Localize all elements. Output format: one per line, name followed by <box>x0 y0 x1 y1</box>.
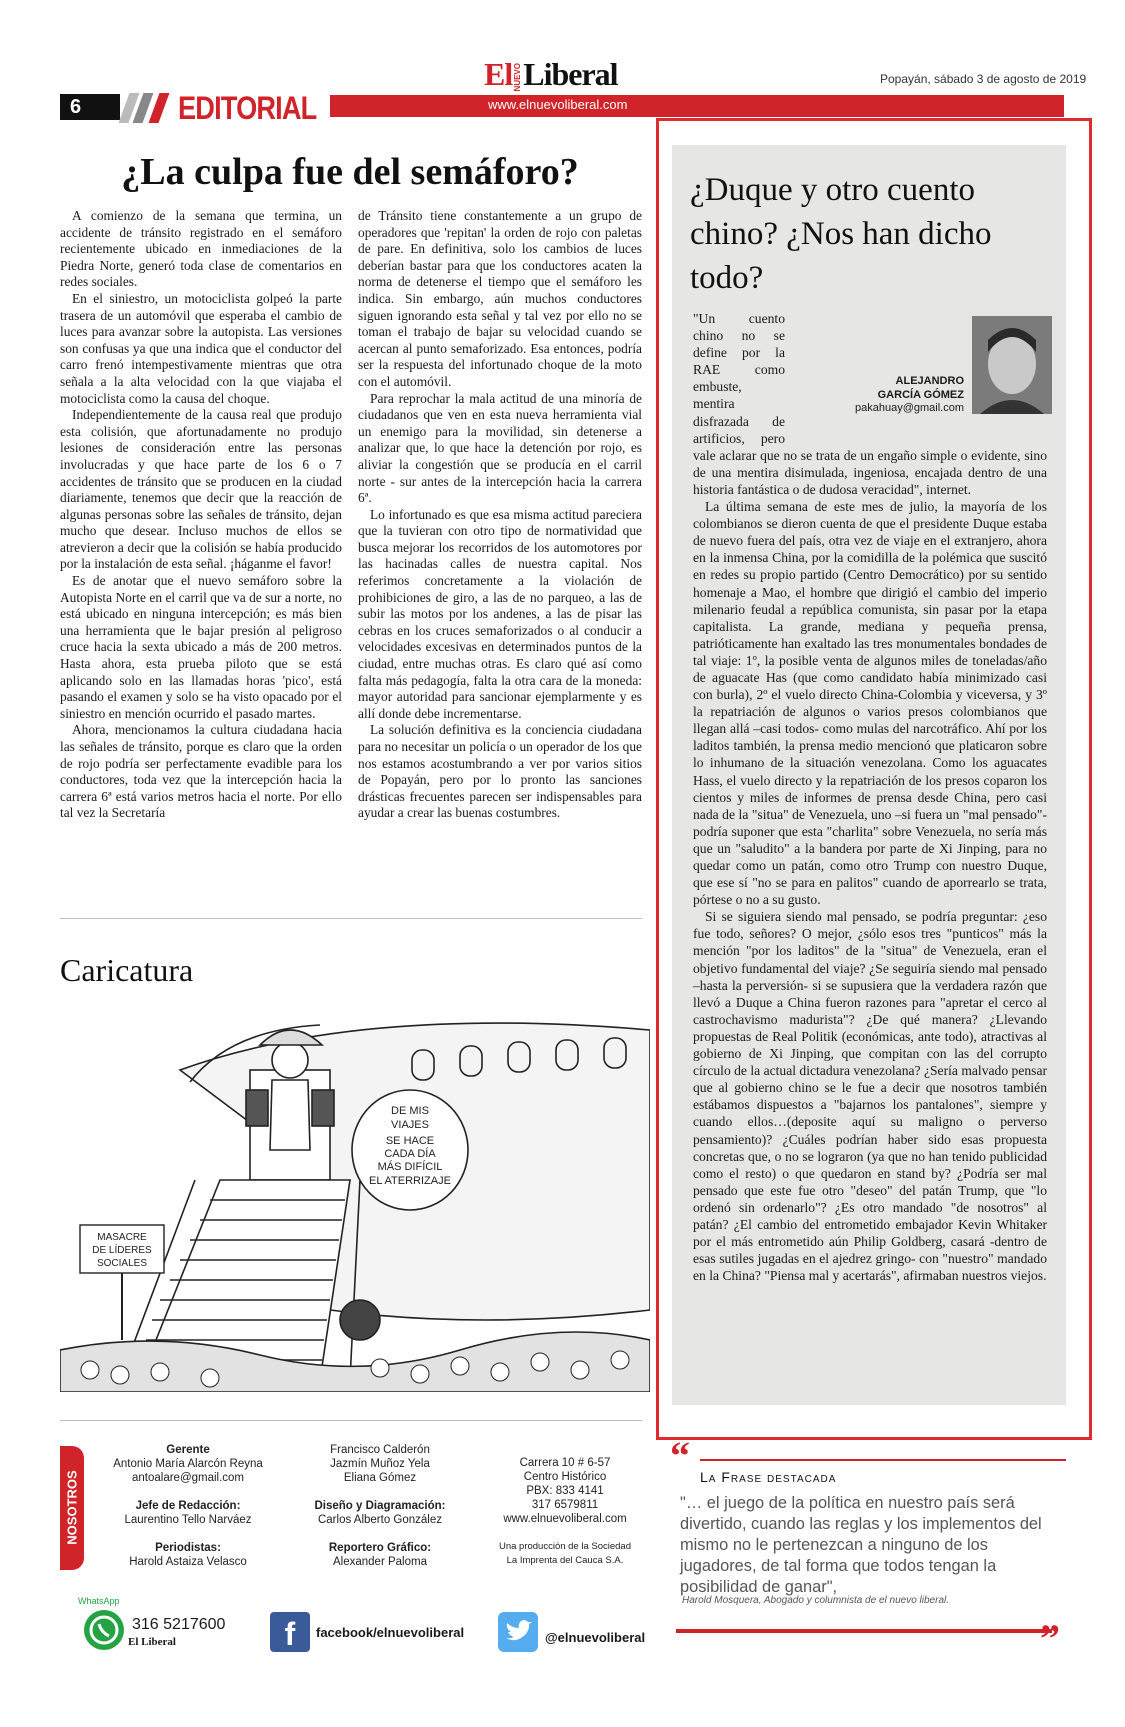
caricature-title: Caricatura <box>60 952 194 988</box>
divider <box>60 918 642 919</box>
district: Centro Histórico <box>523 1471 607 1483</box>
logo-el: El <box>484 56 513 92</box>
sign-line: MASACRE <box>97 1232 147 1243</box>
paragraph: La solución definitiva es la conciencia ciudadana para no necesitar un policía o un operador de los que nos estamos acostumbrando a ver por varios sitios de Popayán, pero por lo pronto las sanciones drásticas frecuentes parecen ser indispensables para ayudar a crear las buenas costumbres. <box>358 722 642 821</box>
sign-line: SOCIALES <box>96 1258 148 1269</box>
bubble-line: EL ATERRIZAJE <box>369 1175 451 1187</box>
address: Carrera 10 # 6-57 <box>519 1457 611 1469</box>
paragraph: Ahora, mencionamos la cultura ciudadana hacia las señales de tránsito, porque es claro que la orden de rojo podría ser perfectamente evadible para los conductores, toda vez que la intercepción hacia la carrera 6ª está varios metros hacia el norte. Por ello tal vez la Secretaría <box>60 722 342 821</box>
editorial-column-1 <box>60 208 342 822</box>
author-first-name: ALEJANDRO <box>895 375 964 387</box>
staff-name: Eliana Gómez <box>343 1472 417 1484</box>
quote-open-mark: “ <box>670 1433 690 1478</box>
staff-role: Diseño y Diagramación: <box>314 1500 446 1512</box>
whatsapp-label: WhatsApp <box>78 1596 120 1606</box>
whatsapp-icon[interactable] <box>84 1610 124 1650</box>
nosotros-label: NOSOTROS <box>64 1470 80 1545</box>
quote-author: Harold Mosquera, Abogado y columnista de el nuevo liberal. <box>682 1595 950 1606</box>
bubble-line: SE HACE <box>385 1135 435 1147</box>
author-last-name: GARCÍA GÓMEZ <box>877 389 964 401</box>
staff-column-1 <box>98 1443 278 1569</box>
caricature-illustration <box>60 1010 650 1392</box>
paragraph: de Tránsito tiene constantemente a un grupo de operadores que 'repitan' la orden de rojo con paletas de pare. En definitiva, solo los cambios de luces deberían bastar para que los conductores acaten la norma de detenerse el tiempo que el semáforo les indica. Sin embargo, aún muchos conductores siguen ignorando esta señal y tal vez por ello no se toman el trabajo de bajar su velocidad cuando se acercan al punto semaforizado. Esa entonces, podría ser la respuesta del infortunado choque de la moto con el automóvil. <box>358 208 642 389</box>
facebook-link[interactable]: facebook/elnuevoliberal <box>316 1625 465 1640</box>
staff-name: Harold Astaiza Velasco <box>129 1556 247 1568</box>
page-number: 6 <box>60 94 120 120</box>
staff-column-2 <box>300 1443 460 1569</box>
staff-role: Reportero Gráfico: <box>328 1542 432 1554</box>
staff-role: Jefe de Redacción: <box>135 1500 241 1512</box>
whatsapp-number[interactable]: 316 5217600 <box>132 1616 226 1633</box>
paragraph: Para reprochar la mala actitud de una minoría de ciudadanos que ven en esta nueva herramienta vial un enemigo para la movilidad, sin detenerse a analizar que, lo que hace la detención por rojo, es aliviar la congestión que se producía en el carril norte - sur antes de la intercepción hacia la carrera 6ª. <box>358 390 642 506</box>
bubble-line: MÁS DIFÍCIL <box>377 1161 443 1173</box>
sign-line: DE LÍDERES <box>92 1245 152 1256</box>
logo-liberal: Liberal <box>523 56 618 92</box>
paragraph: Si se siguiera siendo mal pensado, se podría preguntar: ¿eso fue todo, señores? O mejor, ¿sólo esos tres "punticos" más la mención "por los laditos" de la "situa" de Venezuela, eran el objetivo fundamental del viaje? ¿Se seguiría siendo mal pensado –hasta la perversión- si se supusiera que la verdadera razón que llevó a Duque a China fueron razones para "apretar el cerco al castrochavismo madurista"? ¿De qué manera? ¿Llevando propuestas de Real Politik (económicas, ante todo), atractivas al gobierno de Xi Jinping, que compitan con las del corrupto círculo de la actual dictadura venezolana? ¿Sería malvado pensar que al gobierno chino se le fue a decir que nosotros también estábamos dispuestos a "bajarnos los pantalones", siempre y cuando ellos…(deposite aquí su maligno o perverso pensamiento)? ¿Cuáles podrían haber sido esas propuesta concretas que, o no se lograron (ya que no han tenido publicidad como el resto) o que quedaron en stand by? ¿Podría ser mal pensado que este fue otro "deseo" del patán Trump, que "lo ordenó sin ordenarlo"? ¿Es otro mandado "de nosotros" al patán? ¿El cambio del entrometido embajador Kevin Whitaker por el más entrometido aún Philip Goldberg, casará -dentro de esas sutiles jugadas en el ajedrez gringo- con "nuestro" mandado en la China? "Piensa mal y acertarás", afirmaban nuestros viejos. <box>693 909 1048 1284</box>
opinion-body <box>693 310 1047 1284</box>
pbx: PBX: 833 4141 <box>526 1485 604 1497</box>
paragraph: A comienzo de la semana que termina, un accidente de tránsito registrado en el semáforo recientemente ubicado en inmediaciones de la Piedra Norte, generó toda clase de comentarios en redes sociales. <box>60 208 342 290</box>
paragraph: En el siniestro, un motociclista golpeó la parte trasera de un automóvil que esperaba el cambio de luces para avanzar sobre la autopista. Las versiones son confusas ya que una indica que el conductor del carro frenó intempestivamente mientras que otra señala a la alta velocidad con la que viajaba el motociclista como la causa del choque. <box>60 290 342 406</box>
paragraph: La última semana de este mes de julio, la mayoría de los colombianos se dieron cuenta de que el presidente Duque estaba de nuevo fuera del país, otra vez de viaje en el extranjero, ahora en la inmensa China, por la comidilla de la polémica que suscitó en redes su propio partido (Centro Democrático) por su sentido homenaje a Mao, el hombre que dirigió el cambio del imperio milenario feudal a república comunista, sin pasar por la etapa capitalista. La grande, mediana y pequeña prensa, patrióticamente han exaltado las tres monumentales bondades de tal viaje: 1º, la posible venta de algunos miles de toneladas/año de aguacate Has (que como candidato había minimizado casi con burla), 2º el vuelo directo China-Colombia y viceversa, y 3º la repatriación de algunos o varios presos colombianos que llegan allá –casi todos- como mulas del narcotráfico. Ahí por los laditos también, la prensa medio mencionó que platicaron sobre lo inhumano de la situación venezolana. Como los aguacates Hass, el vuelo directo y la repatriación de los presos coparon los cientos y miles de informes de prensa desde China, pero casi nada de la "situa" de Venezuela, uno –si fuera un "mal pensado"- podría suponer que esta "charlita" sobre Venezuela, no sería más que un "saludito" a la bandera por parte de Xi Jinping, para no quedar como un patán, como otro Trump con nuestro Duque, que ese sí "no se para en palitos" cuando de aporrearlo se trata, pórtese o no a su gusto. <box>693 499 1047 908</box>
facebook-icon[interactable]: f <box>270 1612 310 1652</box>
author-email[interactable]: pakahuay@gmail.com <box>855 402 964 414</box>
production-note: Una producción de la Sociedad <box>498 1541 632 1552</box>
section-title: EDITORIAL <box>178 90 317 126</box>
opinion-title: ¿Duque y otro cuento chino? ¿Nos han dicho todo? <box>690 172 992 296</box>
staff-name: Alexander Paloma <box>333 1556 427 1568</box>
staff-name: Antonio María Alarcón Reyna <box>113 1458 263 1470</box>
divider <box>676 1629 1052 1633</box>
divider <box>700 1459 1066 1461</box>
dateline: Popayán, sábado 3 de agosto de 2019 <box>880 72 1087 86</box>
paragraph: Lo infortunado es que esa misma actitud pareciera que la tuvieran con otro tipo de normatividad que busca mejorar los recorridos de los automotores por las hacinadas calles de nuestra capital. Nos referimos concretamente a la violación de prohibiciones de giro, a las de no parqueo, a las de subir las motos por los andenes, a las de pisar las cebras en los cruces semaforizados o al conducir a velocidades excesivas en determinados puntos de la ciudad, entre muchas otras. Es claro qué así como falta más pedagogía, falta la otra cara de la moneda: mayor autoridad para sancionar ejemplarmente y es allí donde debe incrementarse. <box>358 506 642 721</box>
header-url[interactable]: www.elnuevoliberal.com <box>488 97 628 112</box>
staff-role: Gerente <box>166 1444 210 1456</box>
quote-text: "… el juego de la política en nuestro país será divertido, cuando las reglas y los implementos del mismo no le pertenezcan a ninguno de los jugadores, de tal forma que todos tengan la posibilidad de ganar", <box>680 1494 1042 1596</box>
staff-name: Francisco Calderón <box>330 1444 430 1456</box>
float-spacer <box>785 310 1047 446</box>
header-red-bar <box>330 95 1064 117</box>
staff-email[interactable]: antoalare@gmail.com <box>131 1472 245 1484</box>
contact-column <box>480 1456 650 1568</box>
bubble-line: DE MIS <box>391 1105 429 1117</box>
paragraph: "Un cuento chino no se define por la RAE como embuste, mentira disfrazada de artificios, pero vale aclarar que no se trata de un engaño simple o evidente, sino de una mentira disimulada, ingeniosa, encajada dentro de una historia fantástica o de dudosa veracidad", internet. <box>693 311 1047 497</box>
staff-name: Carlos Alberto González <box>317 1514 442 1526</box>
staff-role: Periodistas: <box>155 1542 221 1554</box>
phone: 317 6579811 <box>531 1499 599 1511</box>
website[interactable]: www.elnuevoliberal.com <box>503 1513 627 1525</box>
quote-close-mark: ” <box>1040 1616 1060 1661</box>
twitter-icon[interactable] <box>498 1612 538 1652</box>
quote-label: La Frase destacada <box>700 1469 837 1485</box>
editorial-column-2 <box>358 208 642 822</box>
bubble-line: CADA DÍA <box>384 1148 436 1160</box>
bubble-line: VIAJES <box>391 1119 429 1131</box>
twitter-handle[interactable]: @elnuevoliberal <box>545 1630 646 1645</box>
staff-name: Laurentino Tello Narváez <box>124 1514 252 1526</box>
masthead-logo <box>484 56 618 93</box>
staff-name: Jazmín Muñoz Yela <box>330 1458 430 1470</box>
logo-nuevo: NUEVO <box>513 63 523 92</box>
paragraph: Es de anotar que el nuevo semáforo sobre la Autopista Norte en el carril que va de sur a norte, no está ubicado en ninguna intercepción; es más bien una herramienta que le bajar presión al peligroso cruce hacia la sexta ubicado a más de 200 metros. Hasta ahora, esta prueba piloto que se está aplicando solo en las llamadas horas 'pico', está pasando el examen y solo se ha visto opacado por el siniestro en mención ocurrido el pasado martes. <box>60 573 342 721</box>
production-note: La Imprenta del Cauca S.A. <box>506 1555 624 1566</box>
whatsapp-logo-text: El Liberal <box>128 1636 176 1648</box>
editorial-title: ¿La culpa fue del semáforo? <box>121 151 579 193</box>
divider <box>60 1420 642 1421</box>
paragraph: Independientemente de la causa real que produjo esta colisión, que afortunadamente no produjo lesiones de consideración entre las personas involucradas y que hace parte de los 6 o 7 accidentes de tránsito que se producen en la ciudad diariamente, tenemos que decir que la reacción de algunas personas sobre las señales de tránsito, dejan mucho que desear. Incluso muchos de ellos se atrevieron a decir que la colisión se había producido por la instalación de esta señal. ¡háganme el favor! <box>60 407 342 572</box>
